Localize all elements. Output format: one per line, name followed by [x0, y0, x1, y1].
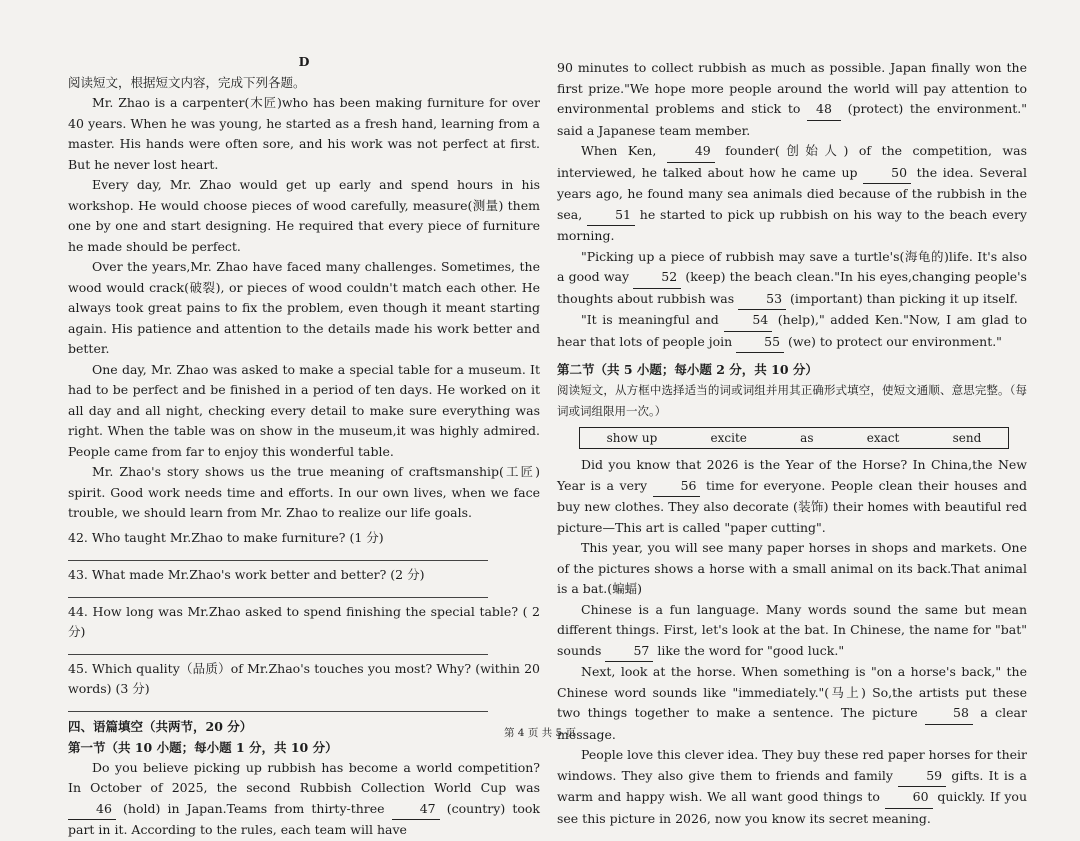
question-42: 42. Who taught Mr.Zhao to make furniture? (1 分)	[68, 529, 384, 545]
section-4-title: 四、语篇填空（共两节，20 分）	[68, 718, 253, 734]
cloze-paragraph: 90 minutes to collect rubbish as much as possible. Japan finally won the first prize."We hope more people around the world will pay attention to environmental problems and stick to 48 (protect) the environment." said a Japanese team member.	[557, 60, 1028, 138]
blank-55[interactable]: 55	[736, 332, 784, 354]
cloze-paragraph: Do you believe picking up rubbish has become a world competition? In October of 2025, the second Rubbish Collection World Cup was 46 (hold) in Japan.Teams from thirty-three 47 (country) took part in it. According to the rules, each team will have	[68, 759, 540, 837]
blank-59[interactable]: 59	[898, 766, 946, 788]
word-box	[579, 427, 1009, 449]
cloze-paragraph: "Picking up a piece of rubbish may save a turtle's(海龟的)life. It's also a good way 52 (keep) the beach clean."In his eyes,changing people's thoughts about rubbish was 53 (important) than picking it up itself.	[557, 247, 1027, 311]
passage-paragraph: Did you know that 2026 is the Year of the Horse? In China,the New Year is a very 56 time for everyone. People clean their houses and buy new clothes. They also decorate (装饰) their homes with beautiful red picture—This art is called "paper cutting".	[557, 457, 1027, 535]
blank-60[interactable]: 60	[885, 787, 933, 809]
blank-50[interactable]: 50	[863, 163, 911, 185]
blank-54[interactable]: 54	[724, 310, 772, 332]
blank-49[interactable]: 49	[667, 141, 715, 163]
blank-48[interactable]: 48	[807, 99, 841, 121]
passage-paragraph: Over the years,Mr. Zhao have faced many challenges. Sometimes, the wood would crack(破裂), or pieces of wood couldn't match each other. He always took great pains to fix the problem, even though it meant starting again. His patience and attention to the details made his work better and better.	[68, 259, 540, 356]
word-option: show up	[606, 431, 658, 445]
answer-line-43[interactable]	[68, 597, 488, 598]
section-2-instruction: 阅读短文，从方框中选择适当的词或词组并用其正确形式填空，使短文通顺、意思完整。（每词或词组限用一次。）	[557, 383, 1027, 418]
question-43: 43. What made Mr.Zhao's work better and better? (2 分)	[68, 566, 425, 582]
passage-instruction: 阅读短文，根据短文内容，完成下列各题。	[68, 74, 306, 90]
blank-46[interactable]: 46	[68, 799, 116, 821]
question-45: 45. Which quality（品质）of Mr.Zhao's touches you most? Why? (within 20 words) (3 分)	[68, 660, 540, 696]
passage-paragraph: This year, you will see many paper horses in shops and markets. One of the pictures shows a horse with a small animal on its back.That animal is a bat.(蝙蝠)	[557, 540, 1027, 596]
blank-53[interactable]: 53	[738, 289, 786, 311]
passage-paragraph: One day, Mr. Zhao was asked to make a special table for a museum. It had to be perfect and be finished in a period of ten days. He worked on it all day and all night, checking every detail to make sure everything was right. When the table was on show in the museum,it was highly admired. People came from far to enjoy this wonderful table.	[68, 361, 540, 459]
section-1-title: 第一节（共 10 小题；每小题 1 分，共 10 分）	[68, 739, 338, 755]
word-option: as	[800, 431, 814, 445]
passage-paragraph: Mr. Zhao's story shows us the true meaning of craftsmanship(工匠) spirit. Good work needs time and efforts. In our own lives, when we face trouble, we should learn from Mr. Zhao to realize our life goals.	[68, 464, 540, 520]
cloze-paragraph: "It is meaningful and 54 (help)," added Ken."Now, I am glad to hear that lots of people join 55 (we) to protect our environment."	[557, 310, 1027, 353]
word-option: excite	[710, 431, 747, 445]
word-option: send	[952, 431, 982, 445]
word-option: exact	[866, 431, 900, 445]
passage-paragraph: People love this clever idea. They buy these red paper horses for their windows. They also give them to friends and family 59 gifts. It is a warm and happy wish. We all want good things to 60 quickly. If you see this picture in 2026, now you know its secret meaning.	[557, 747, 1028, 826]
passage-paragraph: Every day, Mr. Zhao would get up early and spend hours in his workshop. He would choose pieces of wood carefully, measure(测量) them one by one and start designing. He required that every piece of furniture he made should be perfect.	[68, 177, 540, 254]
blank-56[interactable]: 56	[653, 476, 701, 498]
passage-heading: D	[298, 54, 310, 69]
blank-52[interactable]: 52	[633, 267, 681, 289]
cloze-paragraph: When Ken, 49 founder(创始人) of the competition, was interviewed, he talked about how he came up 50 the idea. Several years ago, he found many sea animals died because of the rubbish in the sea, 51 he started to pick up rubbish on his way to the beach every morning.	[557, 143, 1028, 243]
answer-line-45[interactable]	[68, 711, 488, 712]
answer-line-44[interactable]	[68, 654, 488, 655]
passage-paragraph: Mr. Zhao is a carpenter(木匠)who has been making furniture for over 40 years. When he was young, he started as a fresh hand, learning from a master. His hands were often sore, and his work was not perfect at first. But he never lost heart.	[68, 95, 540, 172]
passage-paragraph: Chinese is a fun language. Many words sound the same but mean different things. First, let's look at the bat. In Chinese, the name for "bat" sounds 57 like the word for "good luck."	[557, 600, 1027, 663]
right-column	[557, 58, 1027, 829]
left-column	[68, 52, 540, 841]
blank-57[interactable]: 57	[605, 641, 653, 663]
question-44: 44. How long was Mr.Zhao asked to spend finishing the special table? ( 2 分)	[68, 603, 540, 639]
answer-line-42[interactable]	[68, 560, 488, 561]
section-2-title: 第二节（共 5 小题；每小题 2 分，共 10 分）	[557, 362, 818, 377]
blank-47[interactable]: 47	[392, 799, 440, 821]
passage-paragraph: Next, look at the horse. When something is "on a horse's back," the Chinese word sounds like "immediately."(马上) So,the artists put these two things together to make a sentence. The picture 58 a clear message.	[557, 664, 1027, 742]
blank-51[interactable]: 51	[587, 205, 635, 227]
blank-58[interactable]: 58	[925, 703, 973, 725]
page-footer: 第 4 页 共 5 页	[503, 727, 577, 739]
